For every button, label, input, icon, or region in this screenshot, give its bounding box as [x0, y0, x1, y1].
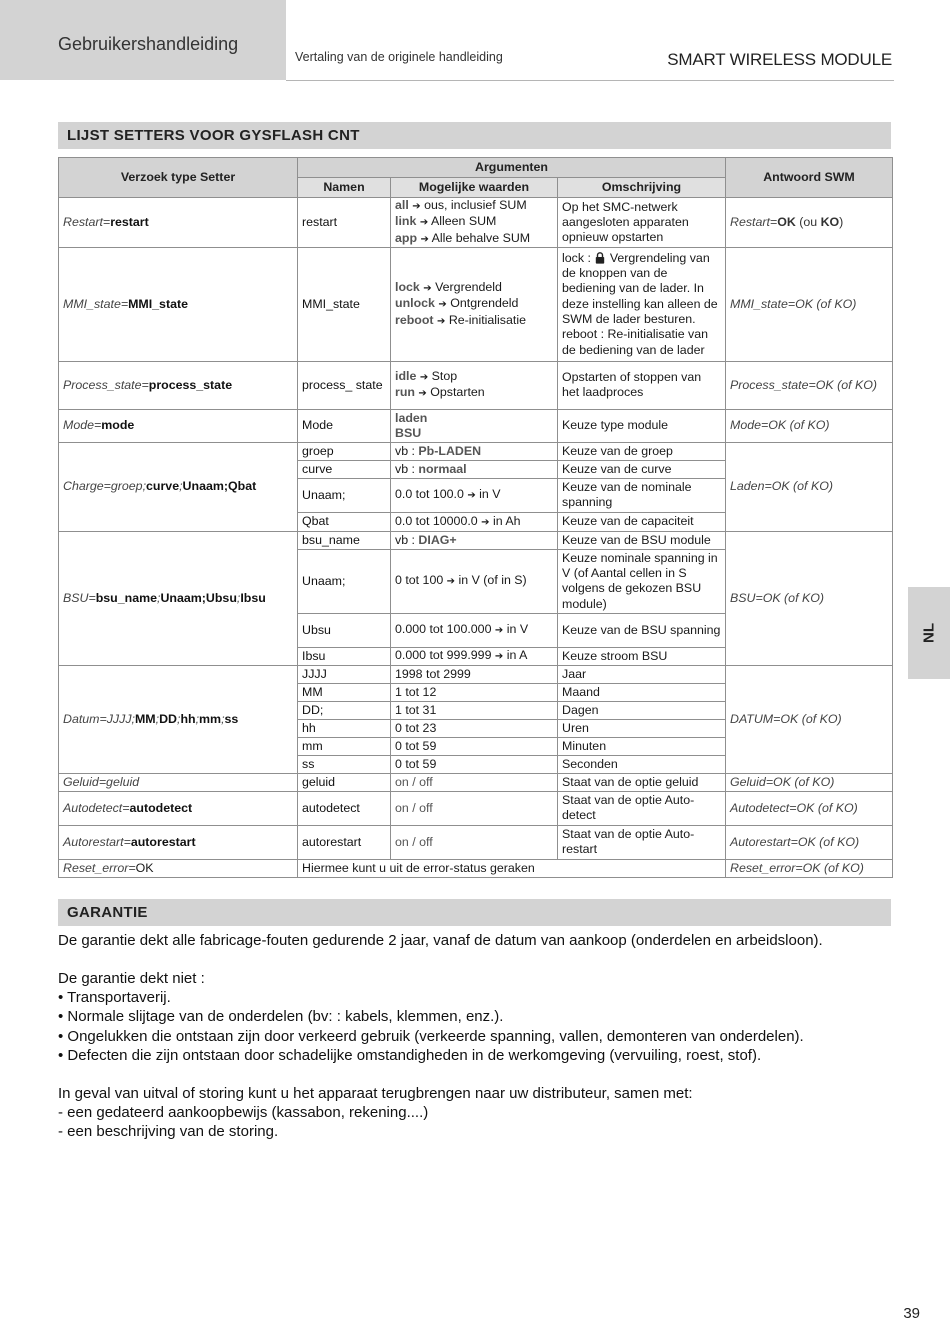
table-row-charge — [59, 442, 893, 460]
description-cell: Keuze van de BSU spanning — [558, 613, 726, 647]
response-cell: Geluid=OK (of KO) — [726, 773, 893, 791]
reset-description-cell: Hiermee kunt u uit de error-status geraken — [298, 859, 726, 877]
response-cell: MMI_state=OK (of KO) — [726, 247, 893, 361]
name-cell: MM — [298, 683, 391, 701]
values-cell: 0.0 tot 10000.0 ➔ in Ah — [391, 512, 558, 531]
warranty-paragraph: De garantie dekt alle fabricage-fouten gedurende 2 jaar, vanaf de datum van aankoop (onderdelen en arbeidsloon). — [58, 932, 823, 949]
description-cell: Keuze van de BSU module — [558, 531, 726, 549]
description-cell: Dagen — [558, 701, 726, 719]
table-row-restart — [59, 198, 893, 248]
page-number: 39 — [903, 1305, 920, 1322]
translation-note: Vertaling van de originele handleiding — [295, 50, 503, 64]
col-header-names: Namen — [298, 178, 391, 198]
description-cell: Keuze type module — [558, 409, 726, 442]
values-cell: 0.000 tot 999.999 ➔ in A — [391, 647, 558, 665]
values-cell: vb : DIAG+ — [391, 531, 558, 549]
name-cell: Unaam; — [298, 478, 391, 512]
values-cell: on / off — [391, 825, 558, 859]
setter-cell: Restart=restart — [59, 198, 298, 248]
setter-cell: BSU=bsu_name;Unaam;Ubsu;Ibsu — [59, 531, 298, 665]
name-cell: autorestart — [298, 825, 391, 859]
description-cell: Jaar — [558, 665, 726, 683]
name-cell: process_ state — [298, 361, 391, 409]
values-cell: 0 tot 23 — [391, 719, 558, 737]
name-cell: autodetect — [298, 791, 391, 825]
values-cell: vb : Pb-LADEN — [391, 442, 558, 460]
values-cell: laden BSU — [391, 409, 558, 442]
name-cell: restart — [298, 198, 391, 248]
response-cell: Mode=OK (of KO) — [726, 409, 893, 442]
description-cell: Staat van de optie Auto-restart — [558, 825, 726, 859]
description-cell: Maand — [558, 683, 726, 701]
name-cell: mm — [298, 737, 391, 755]
product-name: SMART WIRELESS MODULE — [667, 50, 892, 69]
col-header-values: Mogelijke waarden — [391, 178, 558, 198]
values-cell: 0.0 tot 100.0 ➔ in V — [391, 478, 558, 512]
description-cell: Keuze van de nominale spanning — [558, 478, 726, 512]
description-cell: Keuze van de capaciteit — [558, 512, 726, 531]
values-cell: on / off — [391, 791, 558, 825]
name-cell: Unaam; — [298, 549, 391, 613]
description-cell: Opstarten of stoppen van het laadproces — [558, 361, 726, 409]
name-cell: groep — [298, 442, 391, 460]
name-cell: curve — [298, 460, 391, 478]
name-cell: ss — [298, 755, 391, 773]
setter-cell: MMI_state=MMI_state — [59, 247, 298, 361]
response-cell: Autorestart=OK (of KO) — [726, 825, 893, 859]
col-header-arguments: Argumenten — [298, 158, 726, 178]
setters-table — [58, 157, 893, 878]
description-cell: Minuten — [558, 737, 726, 755]
language-tab-label: NL — [920, 623, 938, 643]
values-cell: 0.000 tot 100.000 ➔ in V — [391, 613, 558, 647]
section-title-setters: LIJST SETTERS VOOR GYSFLASH CNT — [58, 122, 891, 149]
setter-cell: Charge=groep;curve;Unaam;Qbat — [59, 442, 298, 531]
response-cell: Process_state=OK (of KO) — [726, 361, 893, 409]
description-cell: Seconden — [558, 755, 726, 773]
response-cell: DATUM=OK (of KO) — [726, 665, 893, 773]
list-item: • Ongelukken die ontstaan zijn door verkeerd gebruik (verkeerde spanning, vallen, demonteren van onderdelen). — [58, 1027, 804, 1045]
header-divider — [286, 80, 894, 81]
name-cell: DD; — [298, 701, 391, 719]
name-cell: JJJJ — [298, 665, 391, 683]
values-cell: 0 tot 59 — [391, 737, 558, 755]
table-row-autorestart — [59, 825, 893, 859]
description-cell: Keuze van de curve — [558, 460, 726, 478]
response-cell: Restart=OK (ou KO) — [726, 198, 893, 248]
table-row-datum — [59, 665, 893, 683]
setter-cell: Reset_error=OK — [59, 859, 298, 877]
return-paragraph: In geval van uitval of storing kunt u het apparaat terugbrengen naar uw distributeur, samen met: — [58, 1085, 693, 1102]
col-header-response: Antwoord SWM — [726, 158, 893, 198]
manual-title: Gebruikershandleiding — [58, 34, 239, 54]
table-row-geluid — [59, 773, 893, 791]
setter-cell: Autorestart=autorestart — [59, 825, 298, 859]
description-cell: Uren — [558, 719, 726, 737]
values-cell: 0 tot 100 ➔ in V (of in S) — [391, 549, 558, 613]
description-cell: Staat van de optie Auto-detect — [558, 791, 726, 825]
name-cell: Qbat — [298, 512, 391, 531]
description-cell: Op het SMC-netwerk aangesloten apparaten opnieuw opstarten — [558, 198, 726, 248]
description-cell: lock : Vergrendeling van de knoppen van de bediening van de lader. In deze instelling kan alleen de SWM de lader besturen. reboot : Re-initialisatie van de bediening van de lader — [558, 247, 726, 361]
values-cell: 1998 tot 2999 — [391, 665, 558, 683]
values-cell: on / off — [391, 773, 558, 791]
values-cell: idle ➔ Stop run ➔ Opstarten — [391, 361, 558, 409]
list-item: • Transportaverij. — [58, 989, 171, 1007]
values-cell: all ➔ ous, inclusief SUM link ➔ Alleen SUM app ➔ Alle behalve SUM — [391, 198, 558, 248]
values-cell: vb : normaal — [391, 460, 558, 478]
name-cell: bsu_name — [298, 531, 391, 549]
list-item: • Normale slijtage van de onderdelen (bv: : kabels, klemmen, enz.). — [58, 1008, 504, 1026]
values-cell: 1 tot 31 — [391, 701, 558, 719]
setter-cell: Datum=JJJJ;MM;DD;hh;mm;ss — [59, 665, 298, 773]
name-cell: Mode — [298, 409, 391, 442]
language-tab — [908, 587, 950, 679]
description-cell: Keuze van de groep — [558, 442, 726, 460]
response-cell: Reset_error=OK (of KO) — [726, 859, 893, 877]
setter-cell: Autodetect=autodetect — [59, 791, 298, 825]
table-row-mmi-state — [59, 247, 893, 361]
list-item: - een gedateerd aankoopbewijs (kassabon, rekening....) — [58, 1104, 429, 1122]
response-cell: BSU=OK (of KO) — [726, 531, 893, 665]
table-row-process-state — [59, 361, 893, 409]
col-header-description: Omschrijving — [558, 178, 726, 198]
name-cell: hh — [298, 719, 391, 737]
table-row-mode — [59, 409, 893, 442]
name-cell: Ibsu — [298, 647, 391, 665]
table-row-bsu — [59, 531, 893, 549]
table-row-autodetect — [59, 791, 893, 825]
setter-cell: Geluid=geluid — [59, 773, 298, 791]
name-cell: MMI_state — [298, 247, 391, 361]
warranty-exclusions — [58, 969, 898, 1065]
name-cell: geluid — [298, 773, 391, 791]
table-row-reset-error — [59, 859, 893, 877]
values-cell: 0 tot 59 — [391, 755, 558, 773]
list-item: - een beschrijving van de storing. — [58, 1123, 279, 1141]
description-cell: Keuze nominale spanning in V (of Aantal cellen in S volgens de gekozen BSU module) — [558, 549, 726, 613]
col-header-setter: Verzoek type Setter — [59, 158, 298, 198]
exclusions-heading: De garantie dekt niet : — [58, 970, 205, 987]
list-item: • Defecten die zijn ontstaan door schadelijke omstandigheden in de werkomgeving (vervuiling, roest, stof). — [58, 1046, 762, 1064]
response-cell: Laden=OK (of KO) — [726, 442, 893, 531]
setter-cell: Mode=mode — [59, 409, 298, 442]
response-cell: Autodetect=OK (of KO) — [726, 791, 893, 825]
values-cell: 1 tot 12 — [391, 683, 558, 701]
name-cell: Ubsu — [298, 613, 391, 647]
lock-icon — [595, 252, 605, 264]
section-title-warranty: GARANTIE — [58, 899, 891, 926]
description-cell: Staat van de optie geluid — [558, 773, 726, 791]
values-cell: lock ➔ Vergrendeld unlock ➔ Ontgrendeld reboot ➔ Re-initialisatie — [391, 247, 558, 361]
setter-cell: Process_state=process_state — [59, 361, 298, 409]
description-cell: Keuze stroom BSU — [558, 647, 726, 665]
warranty-return — [58, 1084, 898, 1142]
